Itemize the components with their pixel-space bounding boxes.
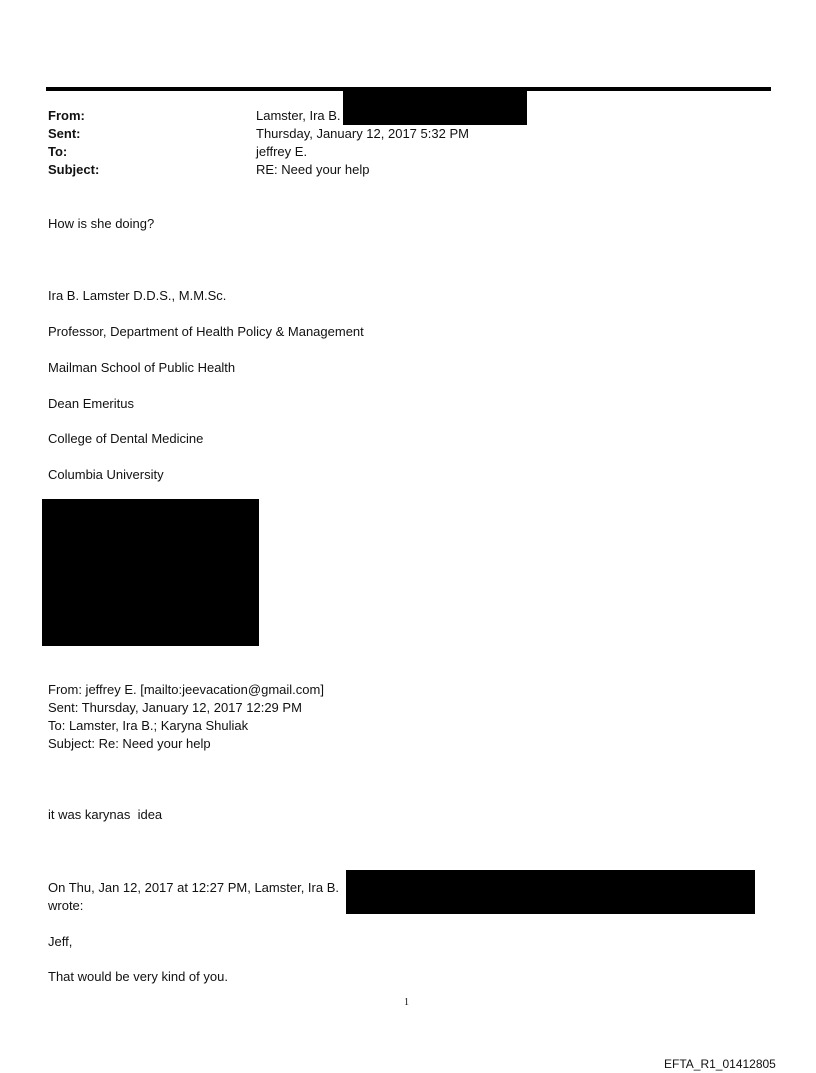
sent-value: Thursday, January 12, 2017 5:32 PM — [256, 126, 469, 141]
to-value: jeffrey E. — [256, 144, 308, 159]
quoted-intro-line1: On Thu, Jan 12, 2017 at 12:27 PM, Lamster, Ira B. — [48, 880, 339, 895]
quoted-to-line: To: Lamster, Ira B.; Karyna Shuliak — [48, 718, 249, 733]
from-label: From: — [48, 108, 85, 123]
redaction-quoted-email — [346, 870, 755, 914]
signature-role: Dean Emeritus — [48, 396, 134, 411]
from-value: Lamster, Ira B. — [256, 108, 341, 123]
signature-school: Mailman School of Public Health — [48, 360, 236, 375]
to-label: To: — [48, 144, 68, 159]
quoted-intro-line2: wrote: — [48, 898, 84, 913]
redaction-sender-email — [343, 89, 527, 125]
quoted-sent-line: Sent: Thursday, January 12, 2017 12:29 PM — [48, 700, 302, 715]
signature-title: Professor, Department of Health Policy & Management — [48, 324, 364, 339]
quoted-greeting: Jeff, — [48, 934, 73, 949]
page-number: 1 — [404, 997, 409, 1008]
quoted-from-line: From: jeffrey E. [mailto:jeevacation@gmail.com] — [48, 682, 324, 697]
subject-value: RE: Need your help — [256, 162, 370, 177]
redaction-signature-block — [42, 499, 259, 646]
sent-label: Sent: — [48, 126, 81, 141]
quoted-body-2: That would be very kind of you. — [48, 969, 228, 984]
reply-line: How is she doing? — [48, 216, 155, 231]
quoted-subject-line: Subject: Re: Need your help — [48, 736, 211, 751]
document-id: EFTA_R1_01412805 — [664, 1057, 776, 1071]
signature-college: College of Dental Medicine — [48, 431, 204, 446]
signature-university: Columbia University — [48, 467, 164, 482]
quoted-body: it was karynas idea — [48, 807, 163, 822]
subject-label: Subject: — [48, 162, 100, 177]
signature-name: Ira B. Lamster D.D.S., M.M.Sc. — [48, 288, 227, 303]
